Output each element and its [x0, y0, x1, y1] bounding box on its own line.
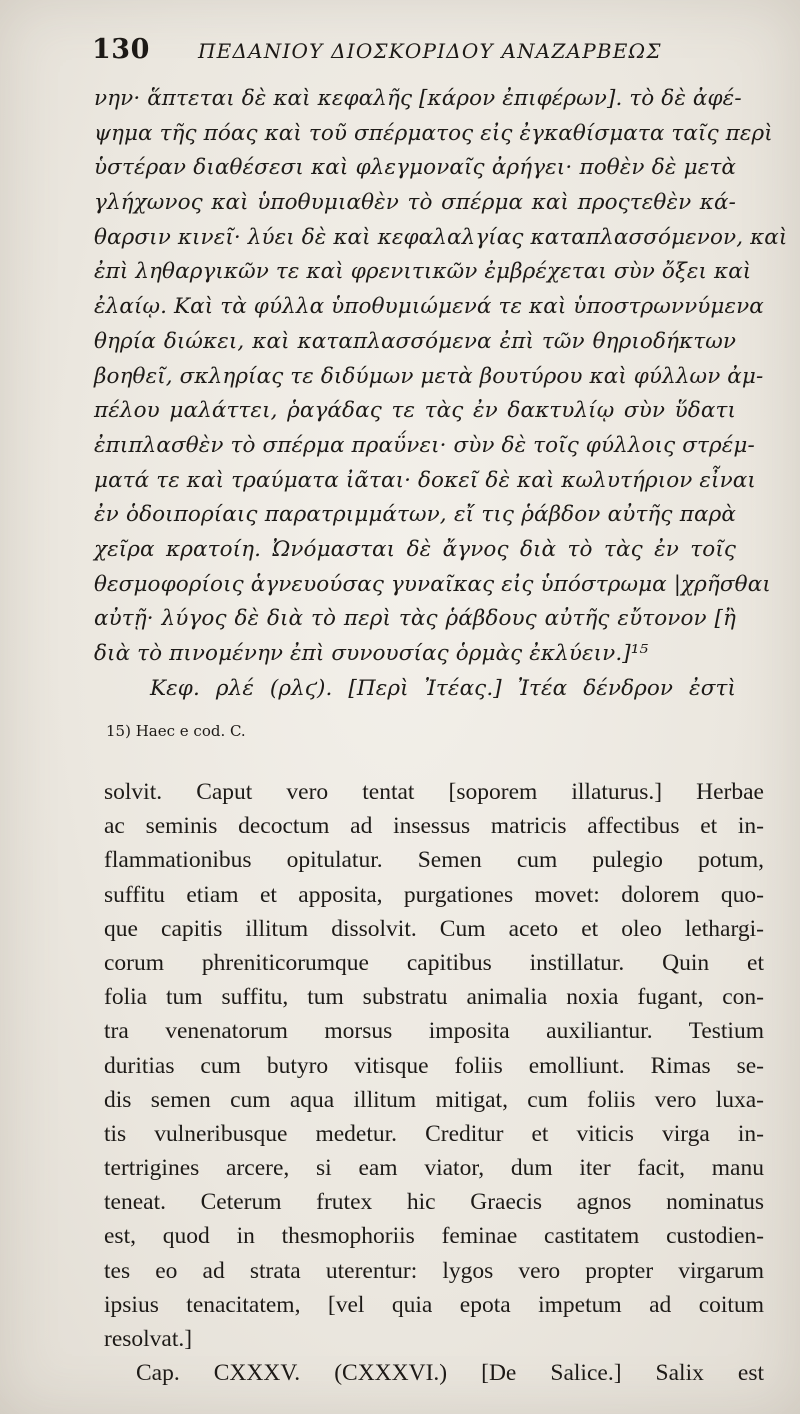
greek-line: πέλου μαλάττει, ῥαγάδας τε τὰς ἐν δακτυλίῳ σὺν ὕδατι	[94, 398, 736, 424]
greek-line: ἐλαίῳ. Καὶ τὰ φύλλα ὑποθυμιώμενά τε καὶ ὑποστρωννύμενα	[94, 294, 764, 320]
running-head: ΠΕΔΑΝΙΟΥ ΔΙΟΣΚΟΡΙΔΟΥ ΑΝΑΖΑΡΒΕΩΣ	[198, 39, 662, 63]
greek-line: γλήχωνος καὶ ὑποθυμιαθὲν τὸ σπέρμα καὶ προςτεθὲν κά-	[94, 190, 736, 216]
latin-line: ac seminis decoctum ad insessus matricis affectibus et in-	[104, 813, 764, 840]
latin-line: tes eo ad strata uterentur: lygos vero propter virgarum	[104, 1257, 764, 1284]
latin-line: teneat. Ceterum frutex hic Graecis agnos nominatus	[104, 1189, 764, 1216]
footnote: 15) Haec e cod. C.	[106, 722, 246, 740]
latin-line: resolvat.]	[104, 1326, 193, 1352]
page-header	[92, 28, 732, 72]
greek-line: αὐτῇ· λύγος δὲ διὰ τὸ περὶ τὰς ῥάβδους αὐτῆς εὔτονον [ἢ	[94, 606, 736, 632]
greek-line: διὰ τὸ πινομένην ἐπὶ συνουσίας ὁρμὰς ἐκλύειν.]¹⁵	[94, 641, 649, 666]
greek-line: ματά τε καὶ τραύματα ἰᾶται· δοκεῖ δὲ καὶ κωλυτήριον εἶναι	[94, 467, 756, 493]
latin-line: flammationibus opitulatur. Semen cum pulegio potum,	[104, 847, 764, 874]
greek-line: θαρσιν κινεῖ· λύει δὲ καὶ κεφαλαλγίας καταπλασσόμενον, καὶ	[94, 224, 788, 250]
greek-line: χεῖρα κρατοίη. Ὠνόμασται δὲ ἄγνος διὰ τὸ τὰς ἐν τοῖς	[94, 536, 736, 562]
latin-line: folia tum suffitu, tum substratu animalia noxia fugant, con-	[104, 984, 764, 1011]
latin-line: ipsius tenacitatem, [vel quia epota impetum ad coitum	[104, 1291, 764, 1318]
latin-line: dis semen cum aqua illitum mitigat, cum foliis vero luxa-	[104, 1086, 764, 1113]
latin-line: tis vulneribusque medetur. Creditur et viticis virga in-	[104, 1120, 764, 1147]
greek-line: ἐπιπλασθὲν τὸ σπέρμα πραΰνει· σὺν δὲ τοῖς φύλλοις στρέμ-	[94, 432, 755, 458]
greek-line: ἐν ὁδοιπορίαις παρατριμμάτων, εἴ τις ῥάβδον αὐτῆς παρὰ	[94, 502, 736, 528]
greek-line: θεσμοφορίοις ἁγνευούσας γυναῖκας εἰς ὑπόστρωμα |χρῆσθαι	[94, 571, 771, 597]
latin-line: duritias cum butyro vitisque foliis emolliunt. Rimas se-	[104, 1052, 764, 1079]
latin-line: tra venenatorum morsus imposita auxiliantur. Testium	[104, 1018, 764, 1045]
greek-line: νην· ἅπτεται δὲ καὶ κεφαλῆς [κάρον ἐπιφέρων]. τὸ δὲ ἀφέ-	[94, 86, 742, 111]
chapter-heading-latin: Cap. CXXXV. (CXXXVI.) [De Salice.] Salix est	[136, 1360, 764, 1387]
latin-line: corum phreniticorumque capitibus instillatur. Quin et	[104, 949, 764, 976]
greek-line: ὑστέραν διαθέσεσι καὶ φλεγμοναῖς ἀρήγει· ποθὲν δὲ μετὰ	[94, 155, 736, 181]
chapter-heading-greek: Κεφ. ρλέ (ρλϛ). [Περὶ Ἰτέας.] Ἰτέα δένδρον ἐστὶ	[150, 675, 736, 701]
latin-line: suffitu etiam et apposita, purgationes movet: dolorem quo-	[104, 881, 764, 908]
latin-line: que capitis illitum dissolvit. Cum aceto et oleo lethargi-	[104, 915, 764, 942]
latin-line: solvit. Caput vero tentat [soporem illaturus.] Herbae	[104, 779, 764, 805]
page-number: 130	[92, 34, 150, 65]
greek-line: ἐπὶ ληθαργικῶν τε καὶ φρενιτικῶν ἐμβρέχεται σὺν ὄξει καὶ	[94, 259, 752, 285]
latin-line: tertrigines arcere, si eam viator, dum iter facit, manu	[104, 1155, 764, 1182]
latin-line: est, quod in thesmophoriis feminae castitatem custodien-	[104, 1223, 764, 1250]
greek-line: ψημα τῆς πόας καὶ τοῦ σπέρματος εἰς ἐγκαθίσματα ταῖς περὶ	[94, 120, 773, 146]
greek-line: βοηθεῖ, σκληρίας τε διδύμων μετὰ βουτύρου καὶ φύλλων ἀμ-	[94, 363, 764, 389]
greek-text-block	[94, 82, 788, 706]
latin-text-block	[104, 775, 764, 1390]
greek-line: θηρία διώκει, καὶ καταπλασσόμενα ἐπὶ τῶν θηριοδήκτων	[94, 328, 736, 354]
